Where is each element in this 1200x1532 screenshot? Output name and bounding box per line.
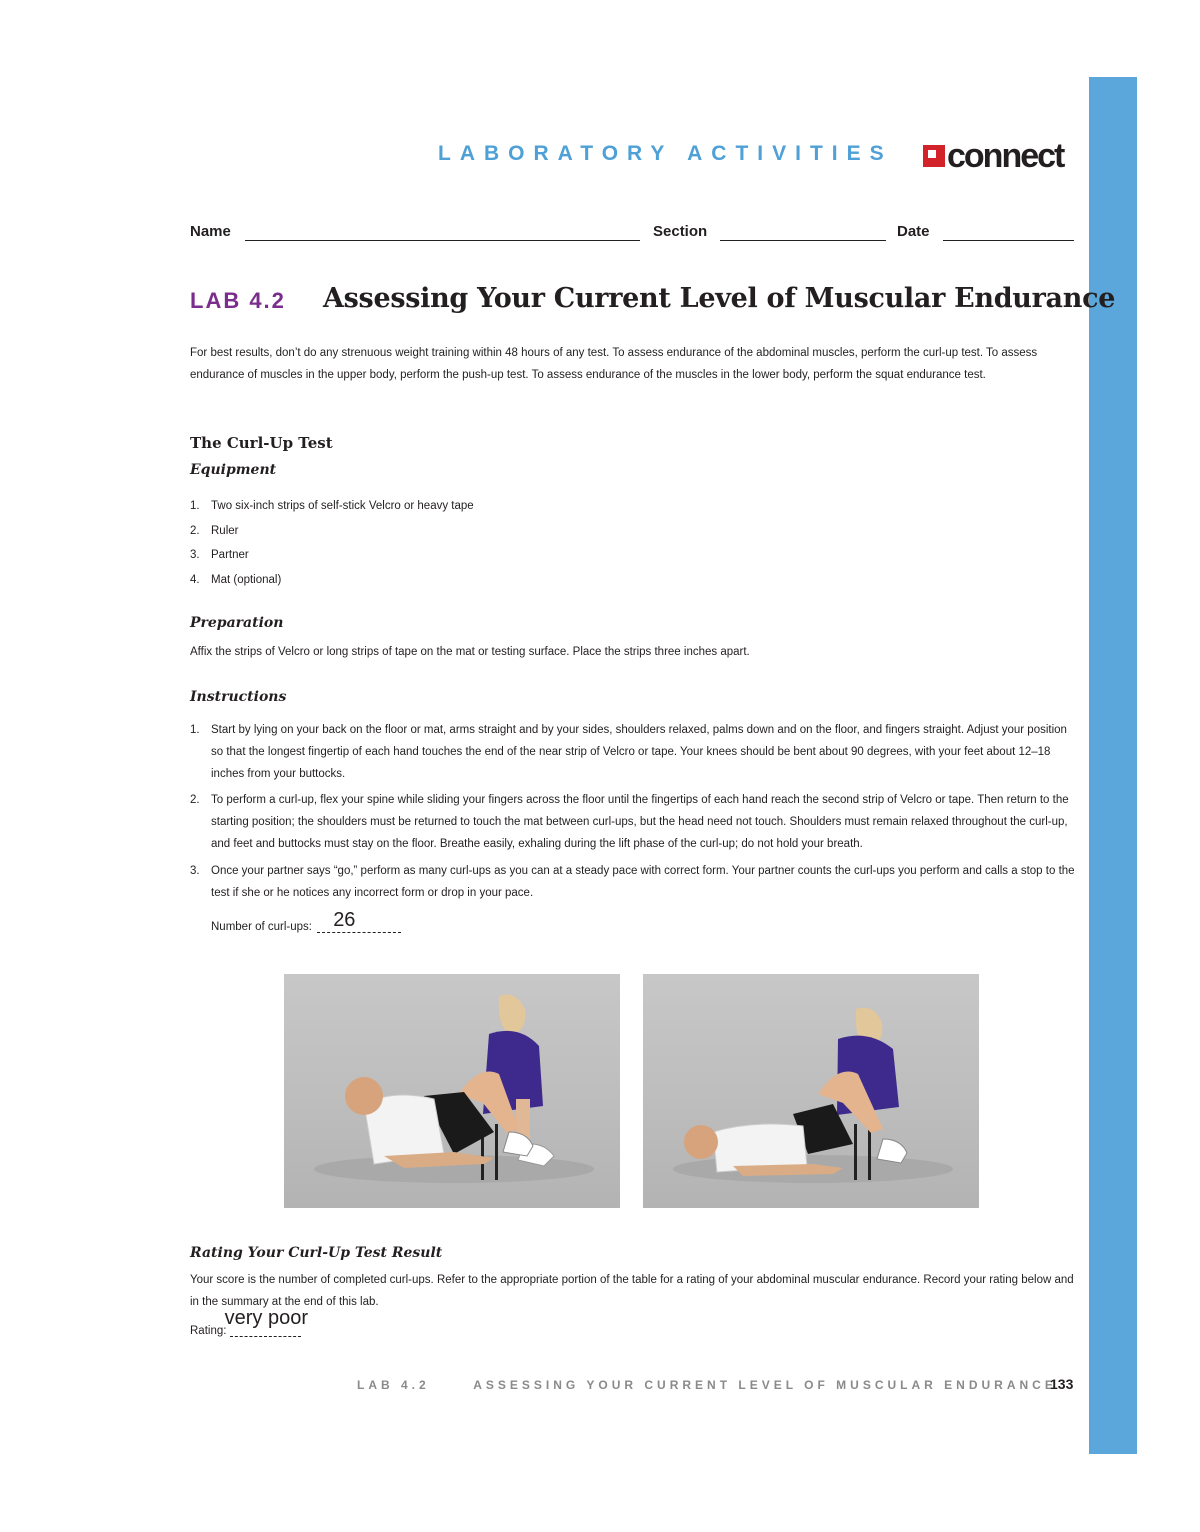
name-label: Name (190, 223, 231, 240)
curl-up-count-row (211, 909, 401, 933)
list-item (190, 543, 1075, 568)
list-item-number: 2. (190, 524, 200, 537)
list-item-number: 1. (190, 500, 200, 512)
connect-logo (923, 138, 1063, 174)
page-footer: LAB 4.2 ASSESSING YOUR CURRENT LEVEL OF MUSCULAR ENDURANCE (357, 1378, 1057, 1392)
connect-logo-text: connect (947, 137, 1064, 175)
list-item-text: Once your partner says “go,” perform as many curl-ups as you can at a steady pace with correct form. Your partner counts the curl-ups you perform and calls a stop to the test if she or he notices any incorrect form or drop in your pace. (211, 864, 1075, 899)
list-item (190, 720, 1075, 785)
list-item-text: Partner (211, 549, 249, 561)
list-item-number: 3. (190, 864, 200, 877)
curl-up-photo-lying (643, 974, 979, 1208)
rating-field[interactable] (224, 1307, 309, 1337)
list-item-number: 2. (190, 794, 200, 807)
list-item (190, 519, 1075, 544)
curl-up-lying-illustration (643, 974, 979, 1208)
curl-up-count-value: 26 (333, 909, 356, 931)
connect-logo-icon (923, 145, 945, 167)
list-item (190, 790, 1075, 855)
curl-up-count-field[interactable] (317, 909, 401, 933)
list-item-number: 1. (190, 724, 200, 736)
preparation-text: Affix the strips of Velcro or long strips of tape on the mat or testing surface. Place the strips three inches apart. (190, 646, 750, 658)
rating-heading: Rating Your Curl-Up Test Result (190, 1245, 443, 1261)
lab-number: LAB 4.2 (190, 288, 286, 313)
rating-label: Rating: (190, 1325, 227, 1337)
curl-up-count-label: Number of curl-ups: (211, 921, 312, 933)
rating-value: very poor (224, 1307, 309, 1329)
date-label: Date (897, 223, 930, 240)
list-item (190, 494, 1075, 519)
curl-up-photo-raised (284, 974, 620, 1208)
list-item (190, 861, 1075, 905)
list-item-text: To perform a curl-up, flex your spine while sliding your fingers across the floor until the fingertips of each hand reach the second strip of Velcro or tape. Then return to the starting position; the shoulders must be returned to touch the mat between curl-ups, but the head need not touch. Shoulders must remain relaxed throughout the curl-up, and feet and buttocks must stay on the floor. Breathe easily, exhaling during the lift phase of the curl-up; do not hold your breath. (211, 794, 1069, 850)
preparation-heading: Preparation (190, 615, 284, 631)
section-header: LABORATORY ACTIVITIES (438, 142, 893, 165)
list-item (190, 568, 1075, 593)
curl-up-heading: The Curl-Up Test (190, 434, 333, 452)
list-item-number: 3. (190, 549, 200, 561)
lab-title: Assessing Your Current Level of Muscular Endurance (323, 283, 1116, 314)
section-label: Section (653, 223, 708, 240)
page-number: 133 (1050, 1376, 1074, 1392)
section-field[interactable] (720, 240, 886, 241)
instructions-list (190, 720, 1075, 904)
list-item-text: Two six-inch strips of self-stick Velcro or heavy tape (211, 500, 474, 512)
name-field[interactable] (245, 240, 640, 241)
rating-text: Your score is the number of completed curl-ups. Refer to the appropriate portion of the table for a rating of your abdominal muscular endurance. Record your rating below and in the summary at the end of this lab. (190, 1274, 1074, 1308)
equipment-heading: Equipment (190, 462, 277, 478)
curl-up-raised-illustration (284, 974, 620, 1208)
student-info-fields (190, 223, 1074, 245)
date-field[interactable] (943, 240, 1074, 241)
rating-row (190, 1307, 309, 1337)
intro-paragraph: For best results, don’t do any strenuous weight training within 48 hours of any test. To assess endurance of the abdominal muscles, perform the curl-up test. To assess endurance of muscles in the upper body, perform the push-up test. To assess endurance of the muscles in the lower body, perform the squat endurance test. (190, 347, 1038, 381)
list-item-text: Start by lying on your back on the floor or mat, arms straight and by your sides, shoulders relaxed, palms down and on the floor, and fingers straight. Adjust your position so that the longest fingertip of each hand touches the end of the near strip of Velcro or tape. Your knees should be bent about 90 degrees, with your feet about 12–18 inches from your buttocks. (211, 724, 1067, 780)
list-item-number: 4. (190, 573, 200, 586)
instructions-heading: Instructions (190, 689, 287, 705)
list-item-text: Ruler (211, 524, 239, 537)
equipment-list (190, 494, 1075, 592)
list-item-text: Mat (optional) (211, 573, 282, 586)
